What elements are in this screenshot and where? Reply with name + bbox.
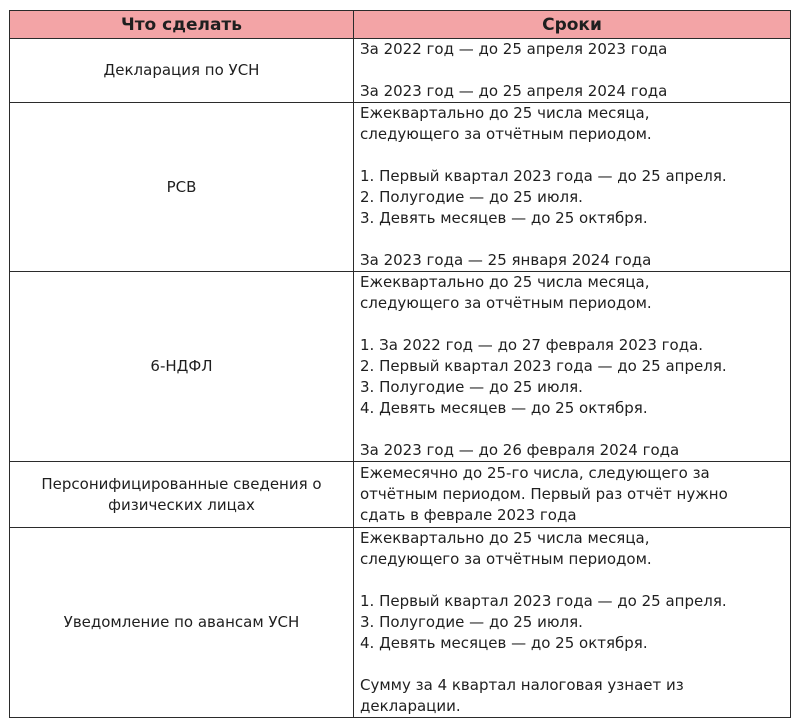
task-label: Персонифицированные сведения о — [41, 474, 322, 493]
deadline-line: 2. Полугодие — до 25 июля. — [360, 188, 583, 206]
deadline-line: следующего за отчётным периодом. — [360, 294, 652, 312]
deadline-line: За 2023 год — до 25 апреля 2024 года — [360, 82, 668, 100]
task-label: Декларация по УСН — [103, 61, 260, 79]
task-cell — [10, 272, 354, 462]
header-deadline: Сроки — [354, 11, 791, 39]
deadline-cell — [354, 39, 791, 103]
deadline-line: 1. Первый квартал 2023 года — до 25 апреля. — [360, 592, 727, 610]
deadline-line: следующего за отчётным периодом. — [360, 125, 652, 143]
task-cell — [10, 103, 354, 272]
task-cell — [10, 39, 354, 103]
task-cell — [10, 528, 354, 718]
deadline-line: 3. Полугодие — до 25 июля. — [360, 378, 583, 396]
deadline-cell — [354, 272, 791, 462]
deadline-line: 2. Первый квартал 2023 года — до 25 апреля. — [360, 357, 727, 375]
task-label: физических лицах — [108, 495, 255, 514]
deadline-line: 1. За 2022 год — до 27 февраля 2023 года. — [360, 336, 704, 354]
task-label: 6-НДФЛ — [150, 357, 213, 375]
table-row — [10, 272, 791, 462]
deadline-line: сдать в феврале 2023 года — [360, 506, 577, 524]
deadline-line: Ежеквартально до 25 числа месяца, — [360, 273, 650, 291]
deadline-line: За 2023 год — до 26 февраля 2024 года — [360, 441, 680, 459]
deadline-line: За 2023 года — 25 января 2024 года — [360, 251, 652, 269]
deadline-line: отчётным периодом. Первый раз отчёт нужно — [360, 485, 728, 503]
task-label: РСВ — [166, 177, 197, 196]
deadline-line: 1. Первый квартал 2023 года — до 25 апреля. — [360, 167, 727, 185]
deadline-cell — [354, 528, 791, 718]
table-row — [10, 39, 791, 103]
deadline-line: декларации. — [360, 697, 461, 715]
deadline-line: 4. Девять месяцев — до 25 октября. — [360, 399, 648, 417]
table-row — [10, 103, 791, 272]
task-cell — [10, 462, 354, 528]
deadline-cell — [354, 103, 791, 272]
table-row — [10, 462, 791, 528]
deadline-line: Ежемесячно до 25-го числа, следующего за — [360, 464, 710, 482]
table-row — [10, 528, 791, 718]
deadline-line: 3. Девять месяцев — до 25 октября. — [360, 209, 648, 227]
deadlines-table — [9, 10, 791, 718]
deadline-cell — [354, 462, 791, 528]
deadline-line: 4. Девять месяцев — до 25 октября. — [360, 634, 648, 652]
deadline-line: следующего за отчётным периодом. — [360, 550, 652, 568]
deadline-line: 3. Полугодие — до 25 июля. — [360, 613, 583, 631]
task-label: Уведомление по авансам УСН — [63, 613, 300, 631]
deadline-line: Сумму за 4 квартал налоговая узнает из — [360, 676, 684, 694]
deadline-line: За 2022 год — до 25 апреля 2023 года — [360, 40, 668, 58]
deadline-line: Ежеквартально до 25 числа месяца, — [360, 529, 650, 547]
header-task: Что сделать — [10, 11, 354, 39]
deadline-line: Ежеквартально до 25 числа месяца, — [360, 104, 650, 122]
table-header-row — [10, 11, 791, 39]
